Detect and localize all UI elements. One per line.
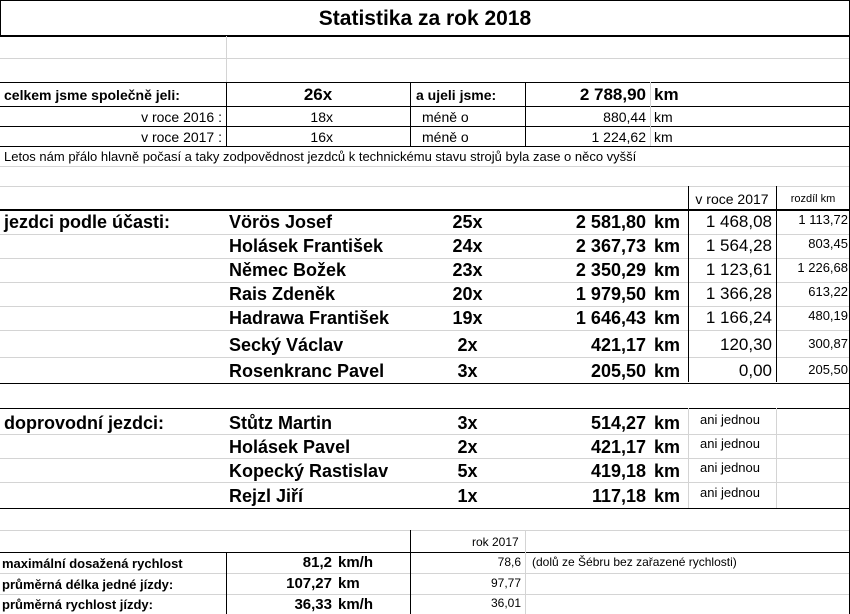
grid-line (0, 106, 850, 107)
rider-count: 23x (452, 260, 483, 280)
grid-line (0, 282, 850, 283)
stat-unit: km (338, 575, 360, 592)
grid-line (525, 530, 526, 614)
escort-prev: ani jednou (700, 460, 760, 475)
escort-unit: km (654, 437, 681, 457)
rider-unit: km (654, 284, 681, 304)
escort-prev: ani jednou (700, 412, 760, 427)
summary-year-less: méně o (422, 129, 469, 145)
header-diff: rozdíl km (790, 193, 836, 205)
grid-line (0, 530, 850, 531)
riders-section-label: jezdci podle účasti: (4, 212, 171, 232)
escort-count: 5x (457, 461, 478, 481)
rider-diff: 300,87 (808, 336, 848, 351)
stat-value: 36,33 (294, 596, 332, 613)
rider-km: 2 581,80 (575, 212, 646, 232)
stat-note: (dolů ze Šébru bez zařazené rychlosti) (532, 555, 737, 569)
header-year2017: v roce 2017 (695, 191, 769, 207)
summary-total-km: 2 788,90 (579, 85, 646, 104)
grid-line (0, 434, 850, 435)
escort-name: Rejzl Jiří (229, 486, 304, 506)
stat-prev: 36,01 (490, 596, 521, 610)
escorts-section-label: doprovodní jezdci: (4, 413, 164, 433)
stat-prev: 97,77 (490, 576, 521, 590)
grid-line (0, 573, 850, 574)
rider-diff: 803,45 (808, 236, 848, 251)
stats-header: rok 2017 (472, 535, 519, 549)
rider-name: Rais Zdeněk (229, 284, 336, 304)
stat-label: průměrná rychlost jízdy: (2, 597, 153, 612)
rider-count: 24x (452, 236, 483, 256)
stat-unit: km/h (338, 554, 374, 571)
escort-name: Stůtz Martin (229, 413, 332, 433)
grid-line (0, 594, 850, 595)
summary-total-label: celkem jsme společně jeli: (4, 87, 180, 103)
rider-km: 2 350,29 (575, 260, 646, 280)
rider-count: 25x (452, 212, 483, 232)
escort-unit: km (654, 486, 681, 506)
grid-line (0, 458, 850, 459)
grid-line (410, 82, 411, 146)
rider-prev: 1 468,08 (705, 212, 772, 231)
escort-prev: ani jednou (700, 485, 760, 500)
summary-year-unit: km (654, 109, 673, 125)
rider-diff: 480,19 (808, 308, 848, 323)
escort-km: 514,27 (590, 413, 646, 433)
grid-line (0, 82, 850, 83)
stat-prev: 78,6 (497, 555, 521, 569)
stat-value: 107,27 (286, 575, 332, 592)
rider-diff: 1 226,68 (797, 260, 848, 275)
escort-unit: km (654, 413, 681, 433)
rider-prev: 1 166,24 (705, 308, 772, 327)
grid-line (650, 82, 651, 146)
rider-name: Holásek František (229, 236, 384, 256)
rider-unit: km (654, 335, 681, 355)
rider-name: Secký Václav (229, 335, 344, 355)
summary-km-unit: km (654, 85, 679, 104)
summary-km-label: a ujeli jsme: (416, 87, 497, 103)
note-text: Letos nám přálo hlavně počasí a taky zodpovědnost jezdců k technickému stavu strojů byla zase o něco vyšší (4, 149, 637, 164)
escort-prev: ani jednou (700, 436, 760, 451)
rider-diff: 205,50 (808, 362, 848, 377)
rider-count: 20x (452, 284, 483, 304)
escort-km: 117,18 (591, 486, 646, 506)
summary-year-label: v roce 2017 : (141, 129, 222, 145)
grid-line (688, 408, 689, 508)
page-title: Statistika za rok 2018 (318, 7, 532, 30)
escort-count: 3x (457, 413, 478, 433)
rider-km: 2 367,73 (575, 236, 646, 256)
summary-year-label: v roce 2016 : (141, 109, 222, 125)
grid-line (0, 508, 850, 509)
rider-km: 421,17 (590, 335, 646, 355)
grid-line (0, 383, 850, 384)
rider-count: 3x (457, 361, 478, 381)
rider-prev: 1 564,28 (705, 236, 772, 255)
rider-unit: km (654, 212, 681, 232)
escort-km: 419,18 (590, 461, 646, 481)
grid-line (0, 58, 850, 59)
grid-line (0, 186, 850, 187)
escort-unit: km (654, 461, 681, 481)
rider-diff: 1 113,72 (798, 212, 848, 227)
rider-prev: 1 366,28 (705, 284, 772, 303)
grid-line (776, 408, 777, 508)
escort-name: Kopecký Rastislav (229, 461, 389, 481)
grid-line (0, 146, 850, 147)
rider-unit: km (654, 361, 681, 381)
grid-line (0, 209, 850, 211)
grid-line (0, 482, 850, 483)
grid-line (0, 552, 850, 553)
rider-prev: 0,00 (738, 361, 772, 380)
rider-unit: km (654, 260, 681, 280)
escort-km: 421,17 (590, 437, 646, 457)
grid-line (0, 258, 850, 259)
escort-count: 1x (457, 486, 478, 506)
grid-line (0, 126, 850, 127)
stat-value: 81,2 (302, 554, 332, 571)
summary-year-km: 1 224,62 (591, 129, 646, 145)
grid-line (0, 306, 850, 307)
rider-unit: km (654, 308, 681, 328)
summary-year-unit: km (654, 129, 673, 145)
grid-line (0, 330, 850, 331)
grid-line (0, 35, 850, 37)
escort-count: 2x (457, 437, 478, 457)
rider-count: 19x (452, 308, 483, 328)
rider-prev: 1 123,61 (705, 260, 772, 279)
grid-line (226, 36, 227, 82)
grid-line (0, 234, 850, 235)
stat-unit: km/h (338, 596, 374, 613)
rider-unit: km (654, 236, 681, 256)
grid-line (0, 357, 850, 358)
grid-line (0, 166, 850, 167)
summary-year-km: 880,44 (603, 109, 646, 125)
summary-year-count: 16x (310, 129, 333, 145)
stat-label: průměrná délka jedné jízdy: (2, 577, 174, 592)
summary-total-count: 26x (303, 85, 333, 104)
grid-line (0, 408, 850, 409)
rider-count: 2x (457, 335, 478, 355)
escort-name: Holásek Pavel (229, 437, 351, 457)
stat-label: maximální dosažená rychlost (2, 556, 183, 571)
rider-name: Vörös Josef (229, 212, 333, 232)
rider-km: 1 646,43 (575, 308, 646, 328)
rider-prev: 120,30 (720, 335, 772, 354)
rider-name: Rosenkranc Pavel (229, 361, 385, 381)
rider-km: 205,50 (590, 361, 646, 381)
grid-line (0, 0, 850, 1)
rider-diff: 613,22 (808, 284, 848, 299)
rider-name: Hadrawa František (229, 308, 390, 328)
rider-name: Němec Božek (229, 260, 347, 280)
rider-km: 1 979,50 (575, 284, 646, 304)
summary-year-count: 18x (310, 109, 333, 125)
summary-year-less: méně o (422, 109, 469, 125)
